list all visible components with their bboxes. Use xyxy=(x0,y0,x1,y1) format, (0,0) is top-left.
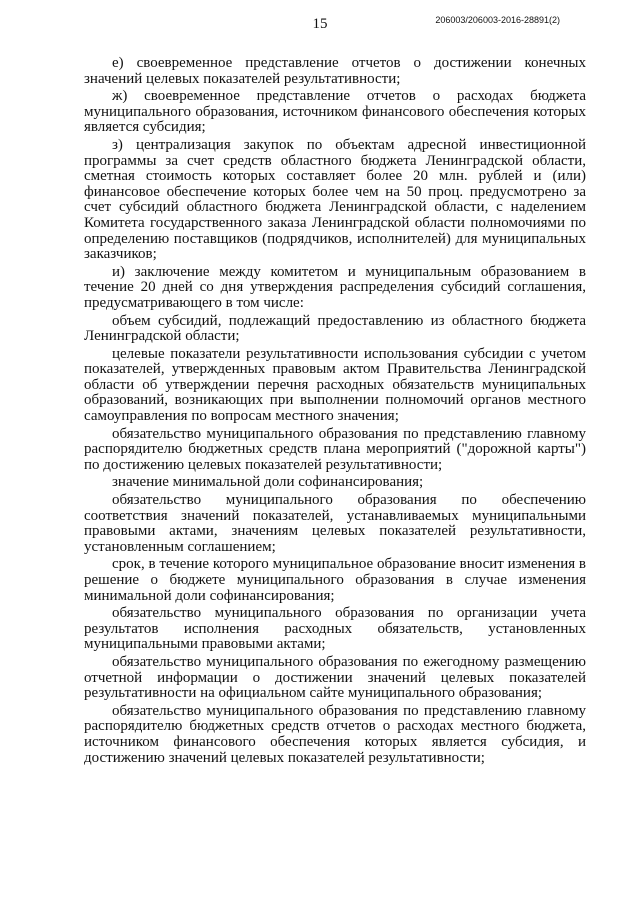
paragraph-e: е) своевременное представление отчетов о достижении конечных значений целевых показателей результативности; xyxy=(84,55,586,87)
paragraph-roadmap-obligation: обязательство муниципального образования по представлению главному распорядителю бюджетных средств плана мероприятий ("дорожной карты") по достижению целевых показателей результативности; xyxy=(84,425,586,473)
paragraph-subsidy-volume: объем субсидий, подлежащий предоставлению из областного бюджета Ленинградской области; xyxy=(84,312,586,345)
paragraph-z: з) централизация закупок по объектам адресной инвестиционной программы за счет средств областного бюджета Ленинградской области, сметная стоимость которых составляет более 20 млн. рублей и (или) финансовое обеспечение которых более чем на 50 проц. предусмотрено за счет субсидий областного бюджета Ленинградской области, с наделением Комитета государственного заказа Ленинградской области полномочиями по определению поставщиков (подрядчиков, исполнителей) для муниципальных заказчиков; xyxy=(84,136,586,263)
document-code: 206003/206003-2016-28891(2) xyxy=(435,15,560,25)
paragraph-reporting-obligation: обязательство муниципального образования по представлению главному распорядителю бюджетных средств отчетов о расходах местного бюджета, источником финансового обеспечения которых является субсидия, и достижению значений целевых показателей результативности; xyxy=(84,702,586,766)
paragraph-compliance-obligation: обязательство муниципального образования по обеспечению соответствия значений показателей, устанавливаемых муниципальными правовыми актами, значениям целевых показателей результативности, установленным соглашением; xyxy=(84,492,586,555)
document-body xyxy=(84,56,586,766)
page-number: 15 xyxy=(312,16,328,32)
paragraph-publication-obligation: обязательство муниципального образования по ежегодному размещению отчетной информации о достижении значений целевых показателей результативности на официальном сайте муниципального образования; xyxy=(84,653,586,702)
paragraph-i: и) заключение между комитетом и муниципальным образованием в течение 20 дней со дня утверждения распределения субсидий соглашения, предусматривающего в том числе: xyxy=(84,263,586,311)
paragraph-budget-change-term: срок, в течение которого муниципальное образование вносит изменения в решение о бюджете муниципального образования в случае изменения минимальной доли софинансирования; xyxy=(84,556,586,604)
paragraph-min-cofinancing: значение минимальной доли софинансирования; xyxy=(112,474,424,491)
paragraph-accounting-obligation: обязательство муниципального образования по организации учета результатов исполнения расходных обязательств, установленных муниципальными правовыми актами; xyxy=(84,605,586,653)
paragraph-zh: ж) своевременное представление отчетов о расходах бюджета муниципального образования, источником финансового обеспечения которых является субсидия; xyxy=(84,88,586,136)
paragraph-target-indicators: целевые показатели результативности использования субсидии с учетом показателей, утвержденных правовым актом Правительства Ленинградской области об утверждении перечня расходных обязательств муниципальных образований, возникающих при выполнении полномочий органов местного самоуправления по вопросам местного значения; xyxy=(84,345,586,425)
